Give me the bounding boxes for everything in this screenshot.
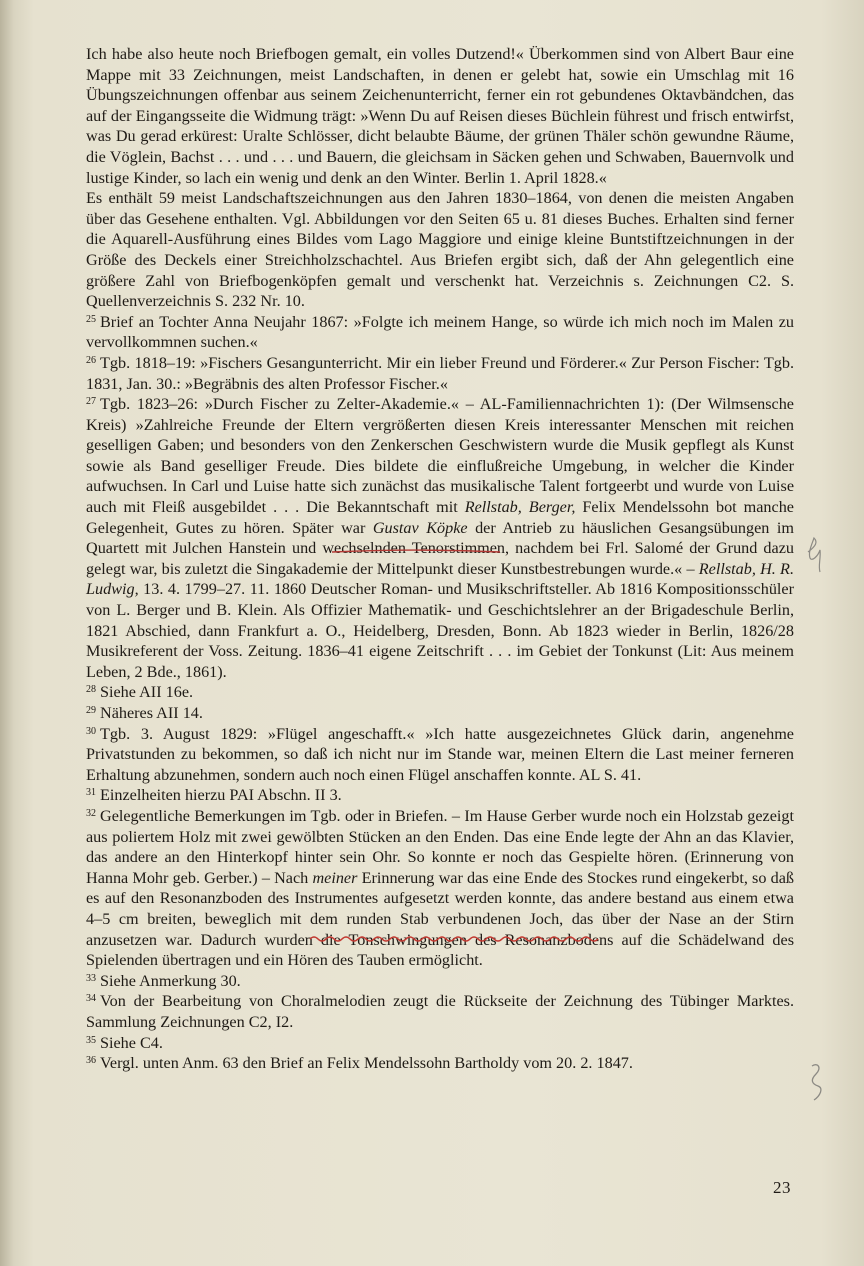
text-run: Siehe Anmerkung 30. <box>100 971 241 990</box>
footnote-number: 35 <box>86 1034 96 1046</box>
text-run: Es enthält 59 meist Landschaftszeichnungen aus den Jahren 1830–1864, von denen die meisten Angaben über das Gesehene enthalten. Vgl. Abbildungen vor den Seiten 65 u. 81 dieses Buches. Erhalten sind ferner die Aquarell-Ausführung eines Bildes vom Lago Maggiore und einige kleine Buntstiftzeichnungen in der Größe des Deckels einer Streichholzschachtel. Aus Briefen ergibt sich, daß der Ahn gelegentlich eine größere Zahl von Briefbogenköpfen gemalt und verschenkt hat. Verzeichnis s. Zeichnungen C2. S. Quellenverzeichnis S. 232 Nr. 10. <box>86 189 794 311</box>
footnote-25 <box>86 312 794 353</box>
page-text <box>86 44 794 1074</box>
footnote-27 <box>86 394 794 682</box>
text-run: Vergl. unten Anm. 63 den Brief an Felix Mendelssohn Bartholdy vom 20. 2. 1847. <box>100 1054 633 1073</box>
text-run: Näheres AII 14. <box>100 704 203 722</box>
footnote-26 <box>86 353 794 394</box>
footnote-29 <box>86 703 794 724</box>
footnote-number: 27 <box>86 396 96 408</box>
footnote-number: 32 <box>86 807 96 819</box>
text-run: Gelegentliche Bemerkungen im Tgb. oder in Briefen. – Im Hause Gerber wurde noch ein Holzstab gezeigt aus poliertem Holz mit zwei gewölbten Stücken an den Enden. Das eine Ende legte der Ahn an das Klavier, das andere an den Hinterkopf hinter sein Ohr. So konnte er noch das Gespielte hören. ( <box>86 806 794 867</box>
footnote-number: 28 <box>86 684 96 696</box>
italic-name: meiner <box>312 868 358 887</box>
body-paragraph <box>86 44 794 188</box>
margin-pencil-squiggle-top <box>808 538 820 572</box>
footnote-number: 33 <box>86 972 96 984</box>
text-run: Brief an Tochter Anna Neujahr 1867: »Folgte ich meinem Hange, so würde ich mich noch im Malen zu vervollkommnen suchen.« <box>86 312 794 352</box>
underlined-phrase: Felix Mendelssohn <box>582 498 709 517</box>
footnote-28 <box>86 682 794 703</box>
text-run: Tgb. 1823–26: »Durch Fischer zu Zelter-Akademie.« – AL-Familiennachrichten 1): (Der Wilmsensche Kreis) »Zahlreiche Freunde der Eltern vergrößerten diesen Kreis interessanter Menschen mit reichen geselligen Gaben; und besonders von den Zenkerschen Geschwistern wurde die Musik gepflegt als Kunst sowie als Band geselliger Freude. Dies bildete die einflußreiche Umgebung, in welcher die Kinder aufwuchsen. In Carl und Luise hatte sich zunächst das musikalische Talent fortgeerbt und wurde von Luise auch mit Fleiß ausgebildet . . . Die Bekanntschaft mit <box>86 395 794 517</box>
footnote-31 <box>86 785 794 806</box>
text-run: .) – Nach <box>248 868 313 887</box>
text-run: Siehe AII 16e. <box>100 683 194 702</box>
footnote-36 <box>86 1053 794 1074</box>
footnote-33 <box>86 971 794 992</box>
footnote-35 <box>86 1033 794 1054</box>
footnote-number: 30 <box>86 725 96 737</box>
text-run: Erinnerung war das eine Ende des Stockes rund eingekerbt, so daß es auf den Resonanzboden des Instrumentes aufgesetzt werden konnte, das andere bestand aus einem etwa 4–5 cm breiten, beweglich mit dem runden Stab verbundenen Joch, das über der Nase an der Stirn anzusetzen war. Dadurch wurden die Tonschwingungen des Resonanzbodens auf die Schädelwand des Spielenden übertragen und ein Hören des Tauben ermöglicht. <box>86 868 794 970</box>
italic-name: Rellstab, Berger, <box>464 498 576 517</box>
footnote-number: 25 <box>86 313 96 325</box>
footnote-34 <box>86 991 794 1032</box>
body-paragraph <box>86 188 794 312</box>
text-run: Ich habe also heute noch Briefbogen gemalt, ein volles Dutzend!« Überkommen sind von Albert Baur eine Mappe mit 33 Zeichnungen, meist Landschaften, in denen er gelebt hat, sowie ein Umschlag mit 16 Übungszeichnungen offenbar aus seinem Zeichenunterricht, ferner ein rot gebundenes Oktavbändchen, das auf der Eingangsseite die Widmung trägt: »Wenn Du auf Reisen dieses Büchlein führest und frisch entwirfst, was Du gerad erkürest: Uralte Schlösser, dicht belaubte Bäume, der grünen Thäler schön gewundne Räume, die Vöglein, Bachst . . . und . . . und Bauern, die gleichsam in Säcken gehen und Schwaben, Bauernvolk und lustige Kinder, so lach ein wenig und denk an den Winter. Berlin 1. April 1828.« <box>86 45 794 187</box>
italic-name: Gustav Köpke <box>372 518 468 537</box>
footnote-number: 26 <box>86 354 96 366</box>
footnote-number: 29 <box>86 705 96 716</box>
text-run: bot manche Gelegenheit, Gutes zu hören. Später war <box>86 498 794 537</box>
margin-pencil-squiggle-bottom <box>812 1065 821 1100</box>
italic-name: Rellstab, H. R. Ludwig, <box>86 559 794 599</box>
footnote-32 <box>86 806 794 971</box>
footnote-30 <box>86 724 794 786</box>
text-run: Tgb. 1818–19: »Fischers Gesangunterricht. Mir ein lieber Freund und Förderer.« Zur Person Fischer: Tgb. 1831, Jan. 30.: »Begräbnis des alten Professor Fischer.« <box>86 353 794 393</box>
footnote-number: 36 <box>86 1055 96 1067</box>
text-run: Einzelheiten hierzu PAI Abschn. II 3. <box>100 786 342 805</box>
footnote-number: 31 <box>86 787 96 799</box>
text-run: der Antrieb zu häuslichen Gesangsübungen im Quartett mit Julchen Hanstein und wechselnden Tenorstimmen, nachdem bei Frl. Salomé der Grund dazu gelegt war, bis zuletzt die Singakademie der Mittelpunkt dieser Kunstbestrebungen wurde.« – <box>86 518 794 578</box>
underlined-phrase: Erinnerung von Hanna Mohr geb. Gerber <box>86 848 795 887</box>
footnote-number: 34 <box>86 993 96 1005</box>
text-run: Siehe C4. <box>100 1033 163 1052</box>
text-run: Von der Bearbeitung von Choralmelodien zeugt die Rückseite der Zeichnung des Tübinger Marktes. Sammlung Zeichnungen C2, I2. <box>86 992 794 1031</box>
text-run: 13. 4. 1799–27. 11. 1860 Deutscher Roman- und Musikschriftsteller. Ab 1816 Kompositionsschüler von L. Berger und B. Klein. Als Offizier Mathematik- und Geschichtslehrer an der Brigadeschule Berlin, 1821 Abschied, dann Frankfurt a. O., Heidelberg, Dresden, Bonn. Ab 1823 wieder in Berlin, 1826/28 Musikreferent der Voss. Zeitung. 1836–41 eigene Zeitschrift . . . im Gebiet der Tonkunst (Lit: Aus meinem Leben, 2 Bde., 1861). <box>86 580 794 681</box>
page-number: 23 <box>773 1178 791 1197</box>
text-run: Tgb. 3. August 1829: »Flügel angeschafft.« »Ich hatte ausgezeichnetes Glück darin, angenehme Privatstunden zu bekommen, so daß ich nicht nur im Stande war, meinen Eltern die Last meiner ferneren Erhaltung abzunehmen, sondern auch noch einen Flügel anschaffen konnte. AL S. 41. <box>86 724 794 784</box>
